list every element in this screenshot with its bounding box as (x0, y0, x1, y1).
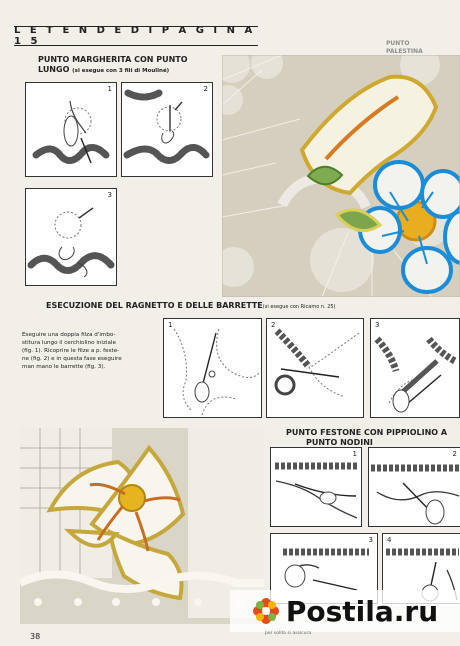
section2-fig3-number: 3 (375, 321, 380, 329)
section3-fig2 (368, 447, 460, 527)
section2-fig3 (370, 318, 460, 418)
section3-fig3-number: 3 (368, 536, 373, 544)
section3-fig2-number: 2 (452, 450, 457, 458)
section2-text (22, 323, 160, 371)
festone-diagram-2 (369, 448, 460, 526)
footer-caption (265, 631, 311, 636)
section1-fig1 (25, 82, 117, 177)
top-right-label-text: PUNTO PALESTINA (386, 40, 423, 55)
section3-title (286, 428, 460, 448)
embroidery-photo-bottom (20, 428, 264, 624)
ragnetto-diagram-1 (164, 319, 261, 417)
section1-title (38, 55, 224, 76)
section1-fig1-number: 1 (107, 85, 112, 93)
section1-fig3 (25, 188, 117, 286)
section1-subtitle: (si esegue con 3 fili di Mouliné) (72, 68, 170, 74)
section2-title-row (46, 301, 458, 310)
page-number-text: 38 (30, 632, 41, 641)
page-header (14, 26, 258, 46)
page-number (30, 632, 40, 641)
section1-title-line2: LUNGO (38, 65, 70, 74)
section2-fig1 (163, 318, 262, 418)
section1-fig2-number: 2 (203, 85, 208, 93)
section2-subtitle: (si esegue con Ricamo n. 25) (262, 304, 336, 310)
embroidery-photo-top-image (222, 55, 460, 297)
section3-title-line2: PUNTO NODINI (306, 438, 373, 447)
ragnetto-diagram-2 (267, 319, 363, 417)
festone-diagram-1 (271, 448, 361, 526)
flower-logo-icon (252, 597, 280, 625)
section1-title-line1: PUNTO MARGHERITA CON PUNTO (38, 55, 188, 64)
section2-fig2-number: 2 (271, 321, 276, 329)
stitch-diagram-3 (26, 189, 116, 285)
section2-fig1-number: 1 (168, 321, 173, 329)
embroidery-photo-bottom-image (20, 428, 264, 624)
section1-fig2 (121, 82, 213, 177)
section3-title-line1: PUNTO FESTONE CON PIPPIOLINO A (286, 428, 448, 437)
section2-title: ESECUZIONE DEL RAGNETTO E DELLE BARRETTE (46, 301, 263, 310)
section1-fig3-number: 3 (107, 191, 112, 199)
stitch-diagram-1 (26, 83, 116, 176)
section3-fig1 (270, 447, 362, 527)
section2-fig2 (266, 318, 364, 418)
section2-text-body: Eseguire una doppia filza d'imbo- stitura lungo il cerchiolino iniziale (fig. 1). Ricoprire le filze a p. feste- ne (fig. 2) e in questa fase eseguire man mano le barrette (fig. 3). (22, 332, 122, 370)
watermark-text: Postila.ru (285, 594, 439, 628)
page-header-title: L E T E N D E D I P A G I N A 1 5 (14, 25, 256, 47)
section3-fig4-number: 4 (387, 536, 392, 544)
section3-fig1-number: 1 (352, 450, 357, 458)
ragnetto-diagram-3 (371, 319, 459, 417)
embroidery-photo-top (222, 55, 460, 297)
postila-watermark (230, 590, 460, 632)
stitch-diagram-2 (122, 83, 212, 176)
footer-caption-text: per solito si assicura (265, 631, 312, 636)
